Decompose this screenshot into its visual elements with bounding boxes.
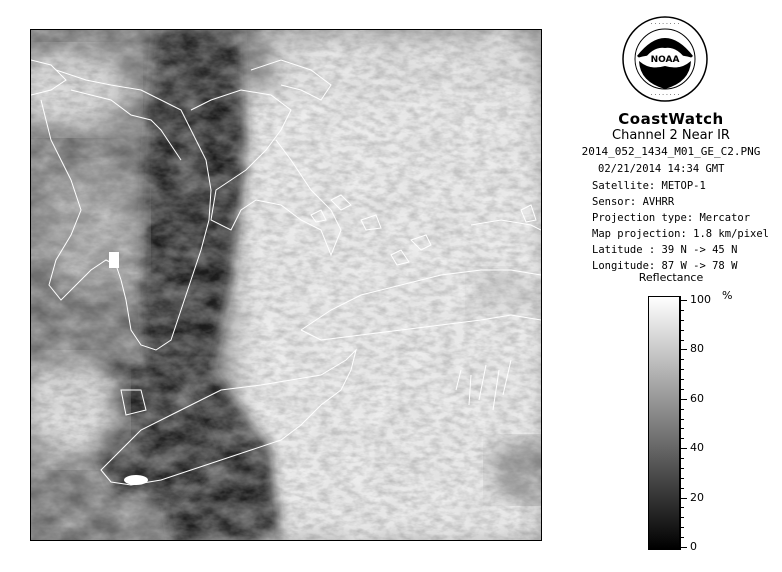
colorbar-minor-tick [680,517,684,518]
satellite-info: Satellite: METOP-1 [592,180,706,192]
colorbar-tick-label: 100 [690,293,711,306]
projection-type: Projection type: Mercator [592,212,751,224]
product-title: CoastWatch [618,110,724,128]
colorbar-minor-tick [680,320,684,321]
longitude-range: Longitude: 87 W -> 78 W [592,260,738,272]
colorbar-minor-tick [680,478,684,479]
colorbar-minor-tick [680,330,684,331]
file-name: 2014_052_1434_M01_GE_C2.PNG [581,145,761,158]
colorbar-major-tick [680,547,687,548]
colorbar-major-tick [680,448,687,449]
colorbar-minor-tick [680,428,684,429]
channel-subtitle: Channel 2 Near IR [612,128,730,143]
colorbar-tick-label: 20 [690,491,704,504]
noaa-logo-icon [622,16,708,102]
colorbar-minor-tick [680,458,684,459]
colorbar-minor-tick [680,409,684,410]
svg-text:· · · · · · · ·: · · · · · · · · [650,21,680,28]
colorbar-major-tick [680,399,687,400]
colorbar-minor-tick [680,379,684,380]
colorbar-minor-tick [680,359,684,360]
latitude-range: Latitude : 39 N -> 45 N [592,244,738,256]
colorbar-tick-label: 0 [690,540,697,553]
noaa-logo [622,16,708,102]
date-time: 02/21/2014 14:34 GMT [598,163,725,175]
colorbar-major-tick [680,300,687,301]
colorbar-minor-tick [680,527,684,528]
colorbar-minor-tick [680,438,684,439]
colorbar-minor-tick [680,537,684,538]
colorbar-minor-tick [680,419,684,420]
colorbar-minor-tick [680,468,684,469]
colorbar-major-tick [680,349,687,350]
colorbar-minor-tick [680,310,684,311]
colorbar-minor-tick [680,340,684,341]
svg-text:· · · · · · · ·: · · · · · · · · [650,92,680,99]
map-projection: Map projection: 1.8 km/pixel [592,228,770,240]
colorbar-tick-label: 40 [690,441,704,454]
colorbar-tick-label: 60 [690,392,704,405]
colorbar [648,296,680,550]
colorbar-unit: % [722,289,733,302]
colorbar-minor-tick [680,369,684,370]
colorbar-minor-tick [680,389,684,390]
colorbar-label: Reflectance [638,271,704,284]
colorbar-tick-label: 80 [690,342,704,355]
noaa-logo-text: NOAA [650,55,680,65]
colorbar-axis [680,296,681,550]
satellite-image [30,29,542,541]
satellite-image-svg [31,30,541,540]
sensor-info: Sensor: AVHRR [592,196,675,208]
colorbar-minor-tick [680,488,684,489]
colorbar-minor-tick [680,507,684,508]
colorbar-major-tick [680,498,687,499]
